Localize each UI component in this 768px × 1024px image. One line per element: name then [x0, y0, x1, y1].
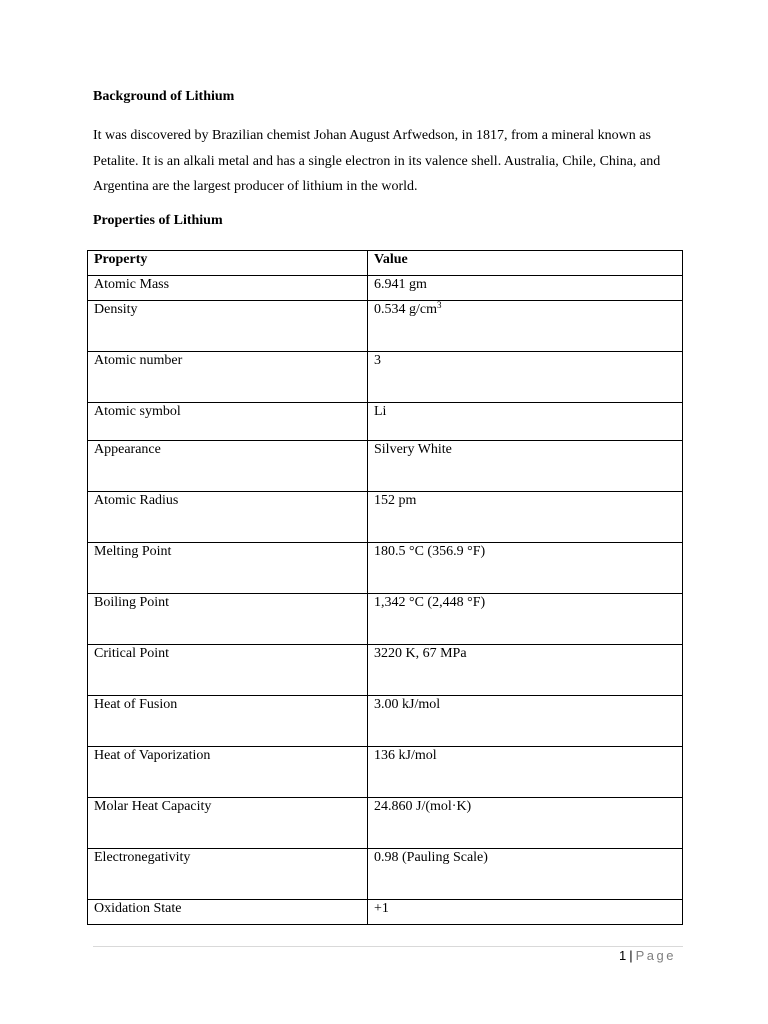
cell-property: Atomic Mass	[88, 276, 368, 301]
cell-property: Atomic symbol	[88, 403, 368, 441]
header-value: Value	[368, 251, 683, 276]
cell-property: Density	[88, 301, 368, 352]
density-value: 0.534 g/cm	[374, 302, 437, 317]
cell-value: 136 kJ/mol	[368, 747, 683, 798]
cell-property: Oxidation State	[88, 900, 368, 925]
table-row	[88, 594, 683, 645]
properties-table	[87, 250, 683, 925]
density-superscript: 3	[437, 300, 442, 310]
cell-property: Electronegativity	[88, 849, 368, 900]
table-row	[88, 492, 683, 543]
table-row	[88, 645, 683, 696]
cell-value: 180.5 °C (356.9 °F)	[368, 543, 683, 594]
table-row	[88, 441, 683, 492]
table-row	[88, 543, 683, 594]
page-footer	[619, 947, 676, 965]
heading-background: Background of Lithium	[93, 89, 235, 104]
cell-property: Heat of Fusion	[88, 696, 368, 747]
cell-value	[368, 301, 683, 352]
table-row	[88, 301, 683, 352]
page-number: 1	[619, 948, 627, 963]
cell-value: 152 pm	[368, 492, 683, 543]
background-paragraph: It was discovered by Brazilian chemist Johan August Arfwedson, in 1817, from a mineral known as Petalite. It is an alkali metal and has a single electron in its valence shell. Australia, Chile, China, and Argentina are the largest producer of lithium in the world.	[93, 128, 661, 194]
cell-value: 3	[368, 352, 683, 403]
cell-value: 24.860 J/(mol·K)	[368, 798, 683, 849]
cell-property: Heat of Vaporization	[88, 747, 368, 798]
cell-value: 3220 K, 67 MPa	[368, 645, 683, 696]
cell-property: Molar Heat Capacity	[88, 798, 368, 849]
table-row	[88, 276, 683, 301]
table-row	[88, 798, 683, 849]
table-row	[88, 403, 683, 441]
table-row	[88, 696, 683, 747]
footer-divider	[93, 946, 683, 947]
cell-value: 1,342 °C (2,448 °F)	[368, 594, 683, 645]
footer-separator: |	[629, 948, 633, 963]
cell-property: Critical Point	[88, 645, 368, 696]
table-row	[88, 352, 683, 403]
table-row	[88, 849, 683, 900]
cell-property: Boiling Point	[88, 594, 368, 645]
heading-properties: Properties of Lithium	[93, 213, 223, 228]
header-property: Property	[88, 251, 368, 276]
table-row	[88, 900, 683, 925]
cell-value: 6.941 gm	[368, 276, 683, 301]
cell-value: +1	[368, 900, 683, 925]
cell-property: Melting Point	[88, 543, 368, 594]
page-label: Page	[635, 948, 676, 963]
table-row	[88, 747, 683, 798]
cell-property: Atomic number	[88, 352, 368, 403]
cell-value: Silvery White	[368, 441, 683, 492]
cell-value: 3.00 kJ/mol	[368, 696, 683, 747]
cell-value: 0.98 (Pauling Scale)	[368, 849, 683, 900]
table-header-row	[88, 251, 683, 276]
cell-value: Li	[368, 403, 683, 441]
cell-property: Atomic Radius	[88, 492, 368, 543]
cell-property: Appearance	[88, 441, 368, 492]
